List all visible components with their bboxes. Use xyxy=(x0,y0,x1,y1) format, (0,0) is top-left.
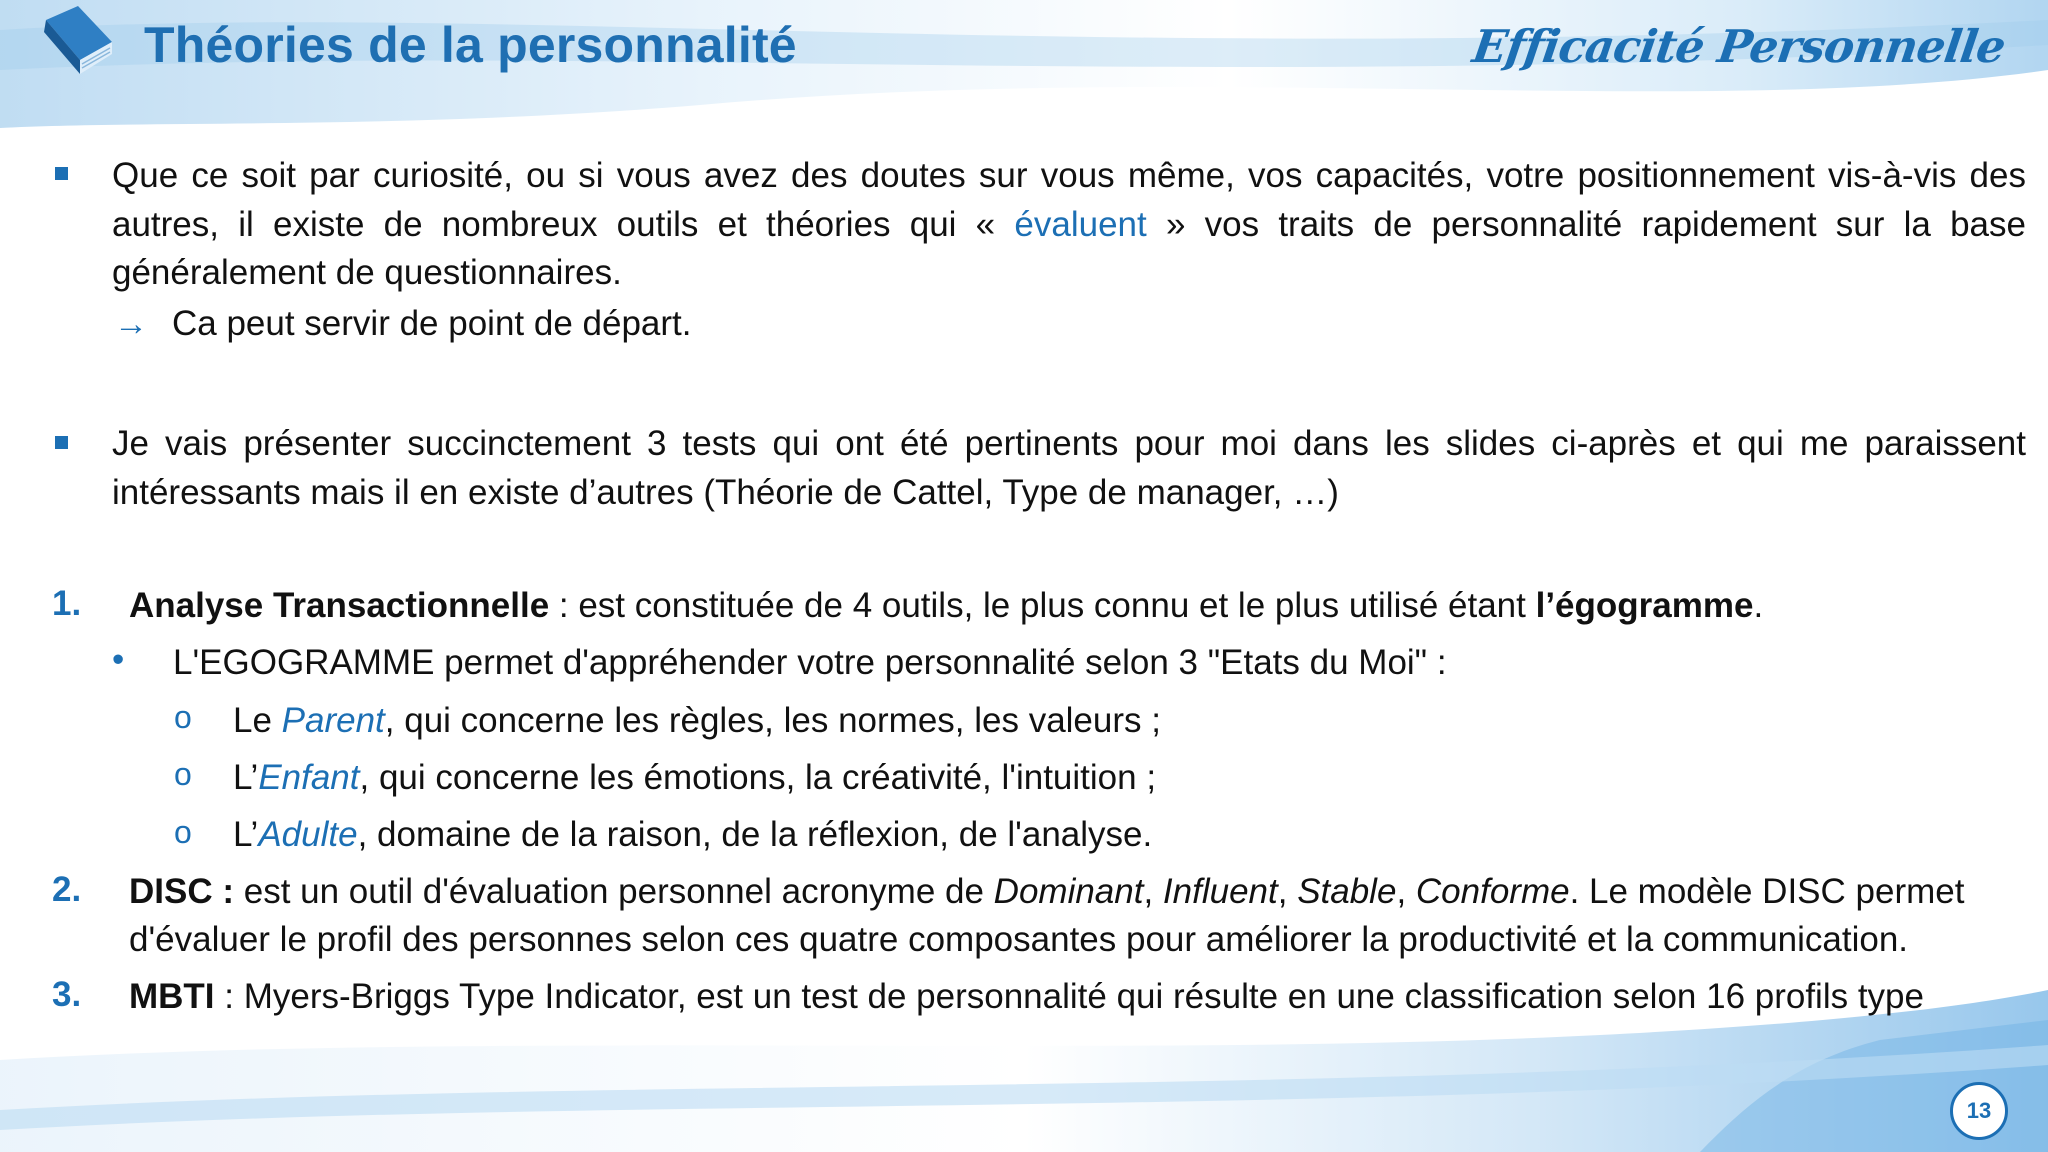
circle-bullet-icon: o xyxy=(174,699,192,735)
list-number-1: 1. xyxy=(52,584,82,623)
egogramme-description: L'EGOGRAMME permet d'appréhender votre personnalité selon 3 "Etats du Moi" : xyxy=(173,643,1447,682)
highlight-evaluent: évaluent xyxy=(1014,204,1147,244)
state-parent: Le Parent, qui concerne les règles, les normes, les valeurs ; xyxy=(233,701,1161,740)
round-bullet-icon: • xyxy=(112,640,125,679)
circle-bullet-icon: o xyxy=(174,814,192,850)
state-adulte: L’Adulte, domaine de la raison, de la réflexion, de l'analyse. xyxy=(233,815,1153,854)
square-bullet-icon xyxy=(55,436,68,449)
page-number-badge: 13 xyxy=(1950,1082,2008,1140)
list-item-disc-line2: d'évaluer le profil des personnes selon ces quatre composantes pour améliorer la productivité et la communication. xyxy=(129,920,1909,959)
state-enfant: L’Enfant, qui concerne les émotions, la créativité, l'intuition ; xyxy=(233,758,1157,797)
arrow-point: → Ca peut servir de point de départ. xyxy=(114,304,692,343)
list-item-analyse-transactionnelle: Analyse Transactionnelle : est constituée de 4 outils, le plus connu et le plus utilisé étant l’égogramme. xyxy=(129,586,1764,625)
list-number-3: 3. xyxy=(52,975,82,1014)
square-bullet-icon xyxy=(55,167,68,180)
page-title: Théories de la personnalité xyxy=(144,17,797,73)
list-number-2: 2. xyxy=(52,870,82,909)
brand-logo-text: Efficacité Personnelle xyxy=(1468,20,2008,73)
arrow-right-icon: → xyxy=(114,305,148,343)
intro-paragraph-1: Que ce soit par curiosité, ou si vous avez des doutes sur vous même, vos capacités, votre positionnement vis-à-vis des autres, il existe de nombreux outils et théories qui « évaluent » vos traits de personnalité rapidement sur la base généralement de questionnaires. xyxy=(112,156,2026,292)
circle-bullet-icon: o xyxy=(174,756,192,792)
intro-paragraph-2: Je vais présenter succinctement 3 tests qui ont été pertinents pour moi dans les slides ci-après et qui me paraissent intéressants mais il en existe d’autres (Théorie de Cattel, Type de manager, …) xyxy=(112,424,2026,512)
list-item-disc: DISC : est un outil d'évaluation personnel acronyme de Dominant, Influent, Stable, Conforme. Le modèle DISC permet xyxy=(129,872,1965,911)
list-item-mbti: MBTI : Myers-Briggs Type Indicator, est un test de personnalité qui résulte en une classification selon 16 profils type xyxy=(129,977,1924,1016)
